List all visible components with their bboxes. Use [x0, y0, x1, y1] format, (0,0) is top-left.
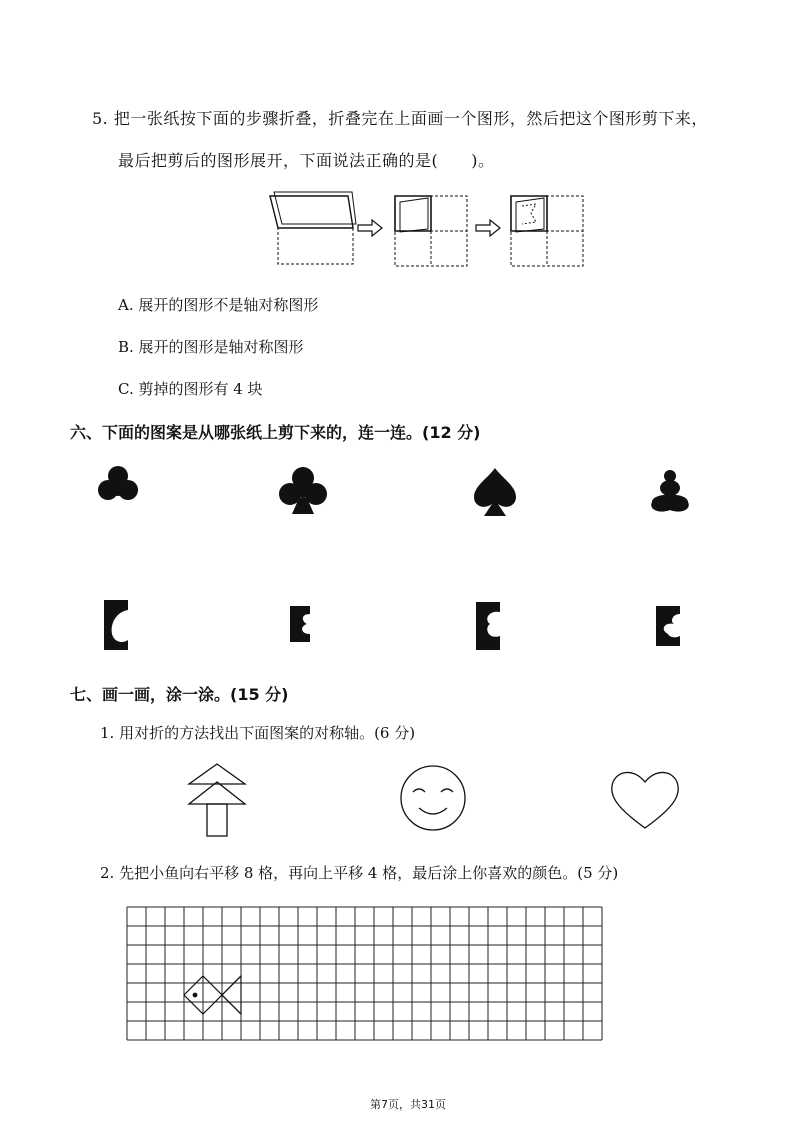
- gourd-shape-icon[interactable]: [651, 470, 689, 512]
- fold-step-2-icon: [395, 196, 467, 266]
- cut-paper-row: [0, 594, 800, 664]
- folding-steps-diagram: [0, 188, 800, 278]
- fold-step-1-icon: [270, 192, 356, 264]
- smiley-face-icon[interactable]: [401, 766, 465, 830]
- section7-q2: 2. 先把小鱼向右平移 8 格，再向上平移 4 格，最后涂上你喜欢的颜色。(5 分): [100, 864, 619, 882]
- arrow-right-icon-1: [358, 220, 382, 236]
- pattern-row: [0, 462, 800, 532]
- fish-icon[interactable]: [184, 976, 241, 1014]
- arrow-right-icon-2: [476, 220, 500, 236]
- three-leaf-clover-icon[interactable]: [98, 466, 138, 500]
- cut-paper-d-icon[interactable]: [656, 606, 680, 646]
- section7-title: 七、画一画，涂一涂。(15 分): [70, 685, 289, 704]
- section7-q1: 1. 用对折的方法找出下面图案的对称轴。(6 分): [100, 724, 416, 742]
- q5-line2: 最后把剪后的图形展开，下面说法正确的是( )。: [118, 151, 495, 170]
- symmetry-figures: [0, 760, 800, 840]
- grid-lines: [127, 907, 602, 1040]
- cut-paper-a-icon[interactable]: [104, 600, 128, 650]
- club-suit-icon[interactable]: [279, 467, 327, 514]
- q5-option-a[interactable]: A. 展开的图形不是轴对称图形: [118, 296, 319, 314]
- fold-step-3-icon: [511, 196, 583, 266]
- heart-icon[interactable]: [612, 772, 678, 828]
- spade-suit-icon[interactable]: [474, 468, 516, 516]
- tree-icon[interactable]: [189, 764, 245, 836]
- q5-option-c[interactable]: C. 剪掉的图形有 4 块: [118, 380, 263, 398]
- q5-line1: 5. 把一张纸按下面的步骤折叠，折叠完在上面画一个图形，然后把这个图形剪下来，: [92, 109, 708, 128]
- page-number: 第7页，共31页: [370, 1098, 446, 1111]
- section6-title: 六、下面的图案是从哪张纸上剪下来的，连一连。(12 分): [70, 423, 481, 442]
- cut-paper-c-icon[interactable]: [476, 602, 500, 650]
- fish-grid[interactable]: [125, 905, 615, 1035]
- cut-paper-b-icon[interactable]: [290, 606, 310, 642]
- q5-option-b[interactable]: B. 展开的图形是轴对称图形: [118, 338, 304, 356]
